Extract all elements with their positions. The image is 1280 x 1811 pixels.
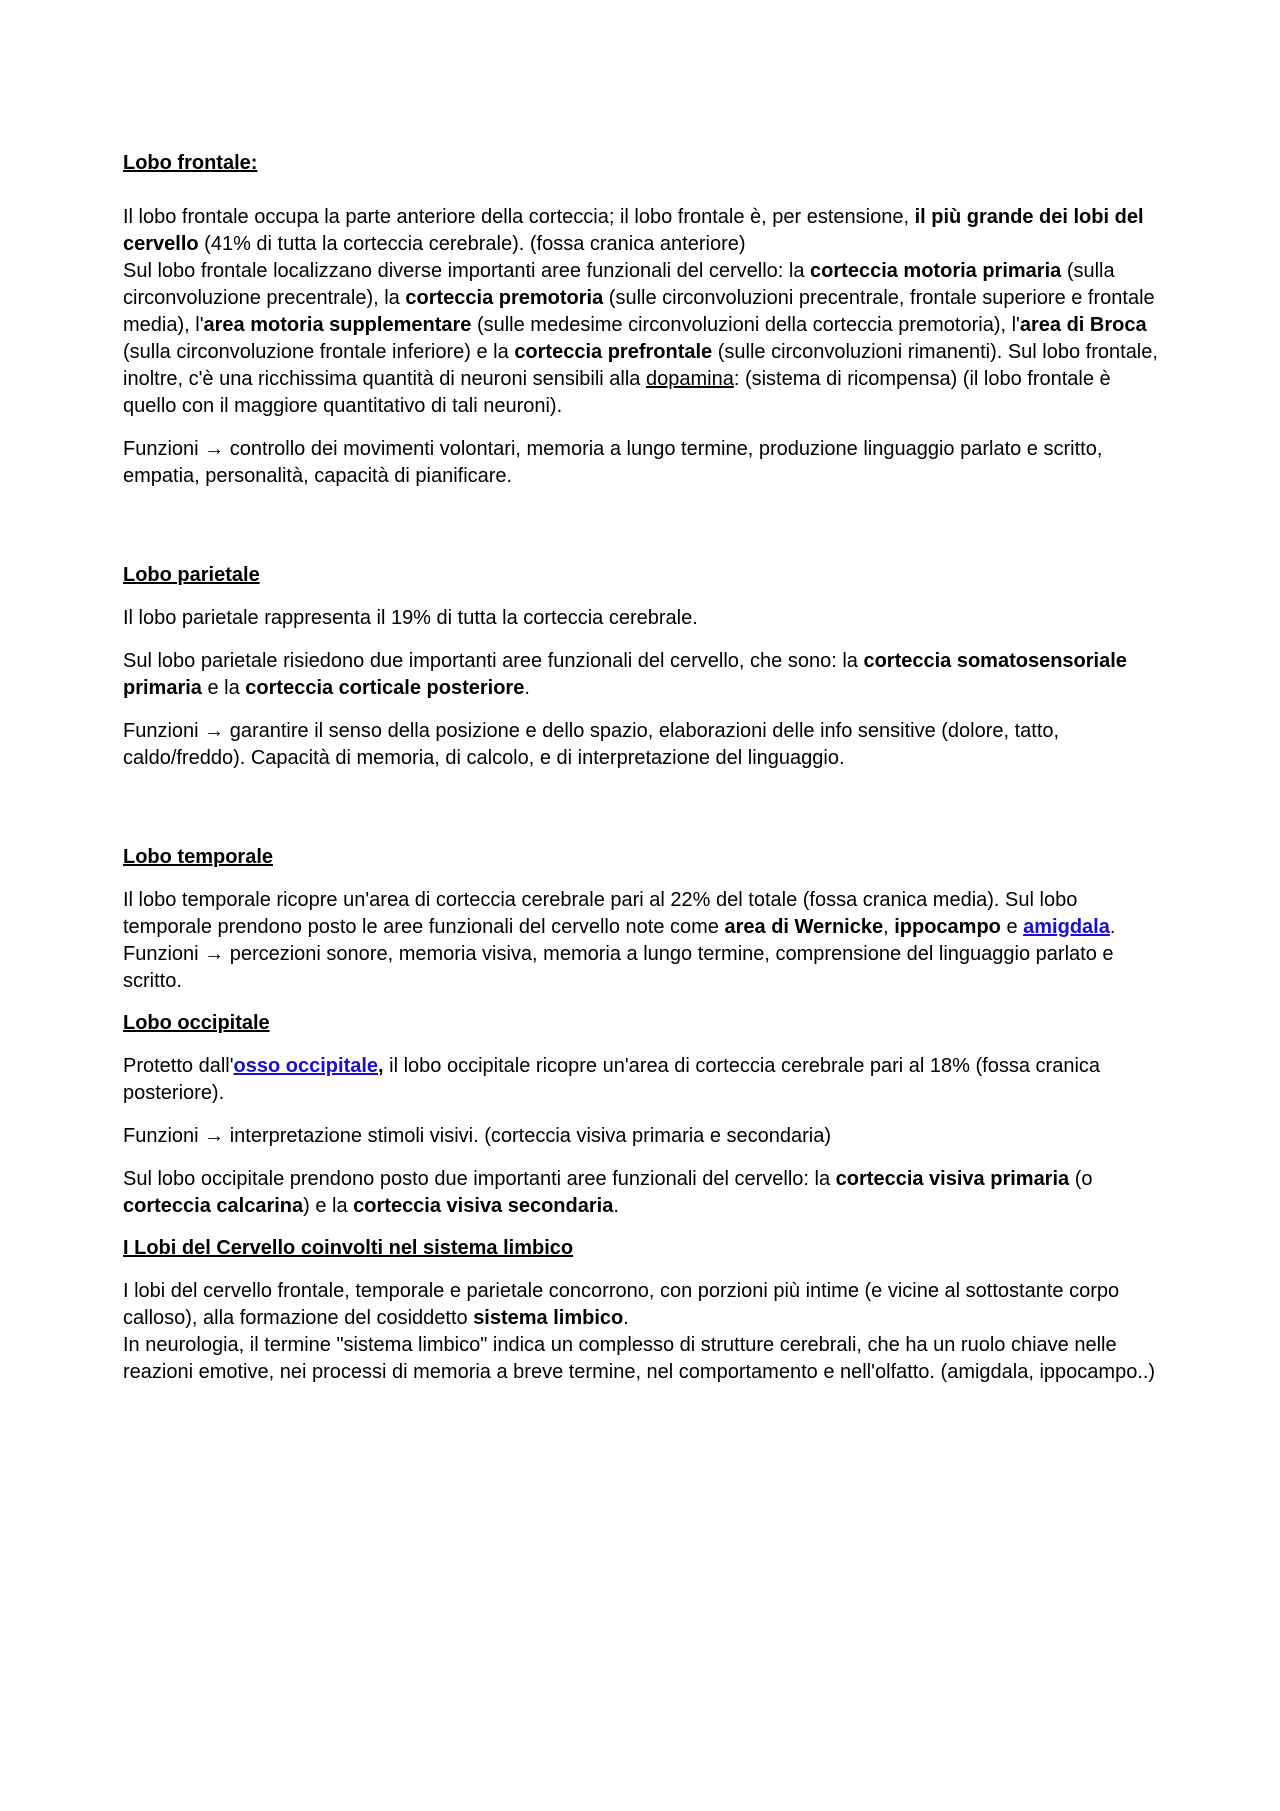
section-occipital-lobe — [123, 1010, 1168, 1220]
temporal-paragraph-areas: Il lobo temporale ricopre un'area di corteccia cerebrale pari al 22% del totale (fossa cranica media). Sul lobo temporale prendono posto le aree funzionali del cervello note come area di Wernicke, ippocampo e amigdala. — [123, 889, 1116, 938]
heading-parietal-lobe: Lobo parietale — [123, 564, 260, 586]
frontal-paragraph-intro: Il lobo frontale occupa la parte anteriore della corteccia; il lobo frontale è, per estensione, il più grande dei lobi del cervello (41% di tutta la corteccia cerebrale). (fossa cranica anteriore) — [123, 206, 1144, 255]
amigdala-link[interactable]: amigdala — [1023, 916, 1110, 938]
osso-occipitale-link[interactable]: osso occipitale — [233, 1055, 379, 1077]
occipital-functions: Funzioni → interpretazione stimoli visivi. (corteccia visiva primaria e secondaria) — [123, 1125, 832, 1147]
section-parietal-lobe — [123, 562, 1168, 772]
occipital-paragraph-areas: Sul lobo occipitale prendono posto due importanti aree funzionali del cervello: la corteccia visiva primaria (o corteccia calcarina) e la corteccia visiva secondaria. — [123, 1168, 1093, 1217]
section-frontal-lobe — [123, 150, 1168, 490]
section-temporal-lobe — [123, 844, 1168, 995]
parietal-paragraph-areas: Sul lobo parietale risiedono due importanti aree funzionali del cervello, che sono: la corteccia somatosensoriale primaria e la corteccia corticale posteriore. — [123, 650, 1127, 699]
parietal-paragraph-intro: Il lobo parietale rappresenta il 19% di tutta la corteccia cerebrale. — [123, 607, 698, 629]
temporal-functions: Funzioni → percezioni sonore, memoria visiva, memoria a lungo termine, comprensione del linguaggio parlato e scritto. — [123, 943, 1114, 992]
section-limbic-system — [123, 1235, 1168, 1386]
heading-temporal-lobe: Lobo temporale — [123, 846, 274, 868]
heading-frontal-lobe: Lobo frontale: — [123, 152, 258, 174]
heading-limbic-system: I Lobi del Cervello coinvolti nel sistema limbico — [123, 1237, 574, 1259]
heading-occipital-lobe: Lobo occipitale — [123, 1012, 270, 1034]
occipital-paragraph-intro: Protetto dall'osso occipitale, il lobo occipitale ricopre un'area di corteccia cerebrale pari al 18% (fossa cranica posteriore). — [123, 1055, 1101, 1104]
frontal-paragraph-areas: Sul lobo frontale localizzano diverse importanti aree funzionali del cervello: la corteccia motoria primaria (sulla circonvoluzione precentrale), la corteccia premotoria (sulle circonvoluzioni precentrale, frontale superiore e frontale media), l'area motoria supplementare (sulle medesime circonvoluzioni della corteccia premotoria), l'area di Broca (sulla circonvoluzione frontale inferiore) e la corteccia prefrontale (sulle circonvoluzioni rimanenti). Sul lobo frontale, inoltre, c'è una ricchissima quantità di neuroni sensibili alla dopamina: (sistema di ricompensa) (il lobo frontale è quello con il maggiore quantitativo di tali neuroni). — [123, 260, 1158, 417]
dopamina-term: dopamina — [645, 368, 734, 390]
frontal-functions: Funzioni → controllo dei movimenti volontari, memoria a lungo termine, produzione linguaggio parlato e scritto, empatia, personalità, capacità di pianificare. — [123, 438, 1103, 487]
parietal-functions: Funzioni → garantire il senso della posizione e dello spazio, elaborazioni delle info sensitive (dolore, tatto, caldo/freddo). Capacità di memoria, di calcolo, e di interpretazione del linguaggio. — [123, 720, 1060, 769]
limbic-paragraph-intro: I lobi del cervello frontale, temporale e parietale concorrono, con porzioni più intime (e vicine al sottostante corpo calloso), alla formazione del cosiddetto sistema limbico. — [123, 1280, 1120, 1329]
limbic-paragraph-definition: In neurologia, il termine "sistema limbico" indica un complesso di strutture cerebrali, che ha un ruolo chiave nelle reazioni emotive, nei processi di memoria a breve termine, nel comportamento e nell'olfatto. (amigdala, ippocampo..) — [123, 1334, 1156, 1383]
document-page — [123, 150, 1168, 1386]
